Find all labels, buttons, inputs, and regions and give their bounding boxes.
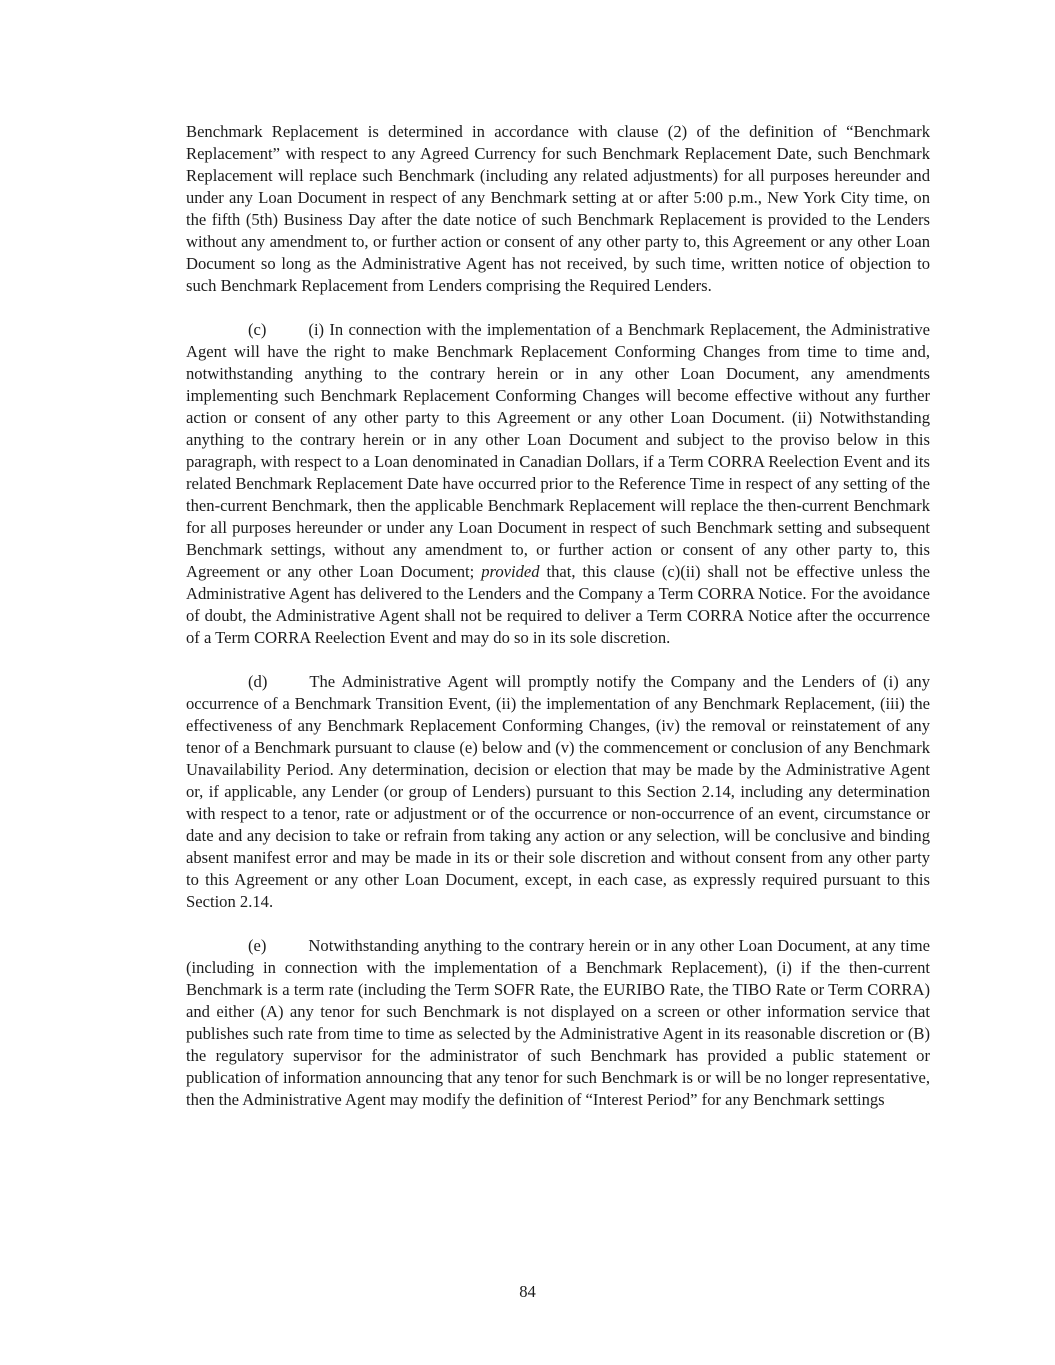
paragraph-c [186,319,930,649]
paragraph-d [186,671,930,913]
page-text-block [186,121,930,1133]
paragraph-c-text-before: (i) In connection with the implementation of a Benchmark Replacement, the Administrative Agent will have the right to make Benchmark Replacement Conforming Changes from time to time and, notwithstanding anything to the contrary herein or in any other Loan Document, any amendments implementing such Benchmark Replacement Conforming Changes will become effective without any further action or consent of any other party to this Agreement or any other Loan Document. (ii) Notwithstanding anything to the contrary herein or in any other Loan Document and subject to the proviso below in this paragraph, with respect to a Loan denominated in Canadian Dollars, if a Term CORRA Reelection Event and its related Benchmark Replacement Date have occurred prior to the Reference Time in respect of any setting of the then-current Benchmark, then the applicable Benchmark Replacement will replace the then-current Benchmark for all purposes hereunder or under any Loan Document in respect of such Benchmark setting and subsequent Benchmark settings, without any amendment to, or further action or consent of any other party to, this Agreement or any other Loan Document; [186,320,930,581]
paragraph-c-italic-term: provided [481,562,540,581]
paragraph-continuation-text: Benchmark Replacement is determined in accordance with clause (2) of the definition of “Benchmark Replacement” with respect to any Agreed Currency for such Benchmark Replacement Date, such Benchmark Replacement will replace such Benchmark (including any related adjustments) for all purposes hereunder and under any Loan Document in respect of any Benchmark setting at or after 5:00 p.m., New York City time, on the fifth (5th) Business Day after the date notice of such Benchmark Replacement is provided to the Lenders without any amendment to, or further action or consent of any other party to, this Agreement or any other Loan Document so long as the Administrative Agent has not received, by such time, written notice of objection to such Benchmark Replacement from Lenders comprising the Required Lenders. [186,122,930,295]
paragraph-e-label: (e) [248,936,267,955]
page-number: 84 [519,1282,536,1301]
paragraph-e [186,935,930,1111]
paragraph-continuation [186,121,930,297]
paragraph-d-label: (d) [248,672,268,691]
paragraph-c-text-after: that, this clause (c)(ii) shall not be effective unless the Administrative Agent has delivered to the Lenders and the Company a Term CORRA Notice. For the avoidance of doubt, the Administrative Agent shall not be required to deliver a Term CORRA Notice after the occurrence of a Term CORRA Reelection Event and may do so in its sole discretion. [186,562,930,647]
paragraph-e-text: Notwithstanding anything to the contrary herein or in any other Loan Document, at any time (including in connection with the implementation of a Benchmark Replacement), (i) if the then-current Benchmark is a term rate (including the Term SOFR Rate, the EURIBO Rate, the TIBO Rate or Term CORRA) and either (A) any tenor for such Benchmark is not displayed on a screen or other information service that publishes such rate from time to time as selected by the Administrative Agent in its reasonable discretion or (B) the regulatory supervisor for the administrator of such Benchmark has provided a public statement or publication of information announcing that any tenor for such Benchmark is or will be no longer representative, then the Administrative Agent may modify the definition of “Interest Period” for any Benchmark settings [186,936,930,1109]
paragraph-d-text: The Administrative Agent will promptly notify the Company and the Lenders of (i) any occurrence of a Benchmark Transition Event, (ii) the implementation of any Benchmark Replacement, (iii) the effectiveness of any Benchmark Replacement Conforming Changes, (iv) the removal or reinstatement of any tenor of a Benchmark pursuant to clause (e) below and (v) the commencement or conclusion of any Benchmark Unavailability Period. Any determination, decision or election that may be made by the Administrative Agent or, if applicable, any Lender (or group of Lenders) pursuant to this Section 2.14, including any determination with respect to a tenor, rate or adjustment or of the occurrence or non-occurrence of an event, circumstance or date and any decision to take or refrain from taking any action or any selection, will be conclusive and binding absent manifest error and may be made in its or their sole discretion and without consent from any other party to this Agreement or any other Loan Document, except, in each case, as expressly required pursuant to this Section 2.14. [186,672,930,911]
paragraph-c-label: (c) [248,320,267,339]
page-footer [0,1281,1055,1303]
